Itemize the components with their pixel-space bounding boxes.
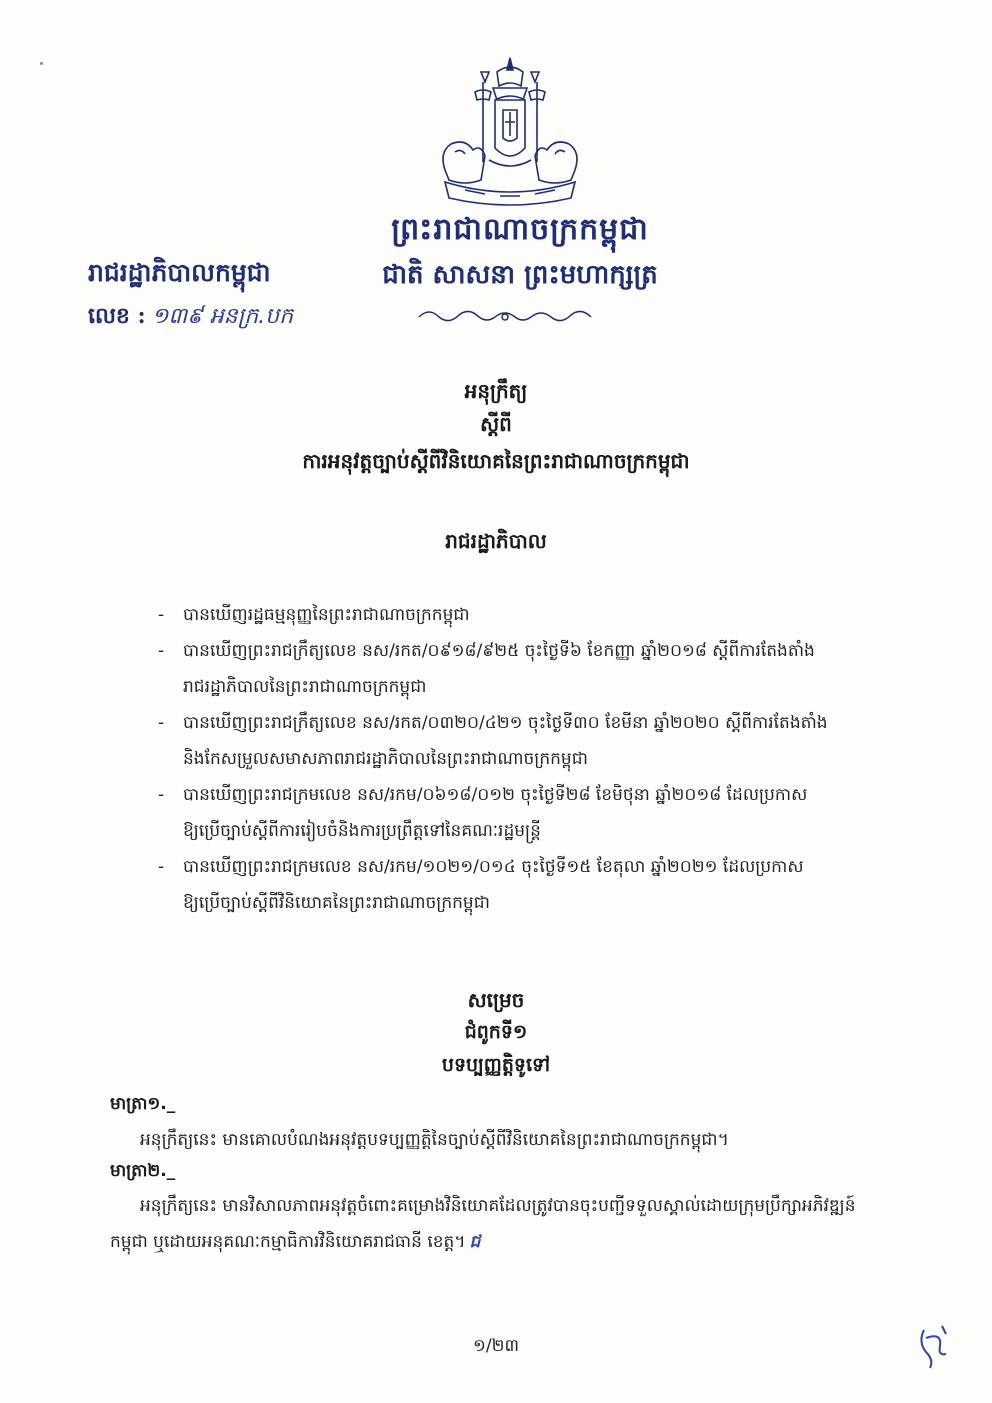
article-2-label: មាត្រា២._ (110, 1161, 176, 1181)
article-1-text: អនុក្រឹត្យនេះ មានគោលបំណងអនុវត្តបទប្បញ្ញត្តិនៃច្បាប់ស្ដីពីវិនិយោគនៃព្រះរាជាណាចក្រកម្ពុជា។ (140, 1130, 729, 1150)
issuer-title: រាជរដ្ឋាភិបាល (445, 529, 547, 553)
page-number: ១/២៣ (473, 1336, 519, 1356)
visa-item: - បានឃើញព្រះរាជក្រមលេខ នស/រកម/០៦១៨/០១២ ចុះថ្ងៃទី២៨ ខែមិថុនា ឆ្នាំ២០១៨ ដែលប្រកាស ឱ្យប្រើច្បាប់ស្ដីពីការរៀបចំនិងការប្រព្រឹត្តទៅនៃគណៈរដ្ឋមន្ត្រី (158, 785, 808, 841)
visa-item: - បានឃើញរដ្ឋធម្មនុញ្ញនៃព្រះរាជាណាចក្រកម្ពុជា (158, 605, 470, 625)
subject-title: ការអនុវត្តច្បាប់ស្ដីពីវិនិយោគនៃព្រះរាជាណាចក្រកម្ពុជា (302, 449, 690, 473)
document-type-title: អនុក្រឹត្យ (464, 379, 528, 403)
national-motto: ជាតិ សាសនា ព្រះមហាក្សត្រ (382, 260, 658, 290)
government-heading: រាជរដ្ឋាភិបាលកម្ពុជា (88, 258, 271, 287)
handwritten-mark-icon (912, 1318, 958, 1374)
visa-list (158, 597, 888, 921)
number-label: លេខ : (88, 303, 146, 329)
article-2-body (110, 1188, 890, 1260)
number-value: ១៣៩ អនក្រ.បក (151, 304, 294, 329)
decides-heading: សម្រេច (467, 988, 525, 1012)
article-2-text: អនុក្រឹត្យនេះ មានវិសាលភាពអនុវត្តចំពោះគម្រោងវិនិយោគដែលត្រូវបានចុះបញ្ជីទទួលស្គាល់ដោយក្រុមប្រឹក្សាអភិវឌ្ឍន៍កម្ពុជា ឬដោយអនុគណៈកម្មាធិការវិនិយោគរាជធានី ខេត្ត។ (110, 1196, 856, 1252)
handwritten-initials: ជ (469, 1232, 481, 1252)
royal-coat-of-arms-icon (425, 52, 595, 212)
document-number (88, 302, 293, 334)
chapter-heading: ជំពូកទី១ (464, 1021, 528, 1043)
scan-speck (40, 62, 43, 65)
visa-item: - បានឃើញព្រះរាជក្រឹត្យលេខ នស/រកត/០៩១៨/៩២៥ ចុះថ្ងៃទី៦ ខែកញ្ញា ឆ្នាំ២០១៨ ស្ដីពីការតែងតាំង រាជរដ្ឋាភិបាលនៃព្រះរាជាណាចក្រកម្ពុជា (158, 641, 815, 697)
visa-item: - បានឃើញព្រះរាជក្រមលេខ នស/រកម/១០២១/០១៤ ចុះថ្ងៃទី១៥ ខែតុលា ឆ្នាំ២០២១ ដែលប្រកាស ឱ្យប្រើច្បាប់ស្ដីពីវិនិយោគនៃព្រះរាជាណាចក្រកម្ពុជា (158, 857, 804, 913)
visa-item: - បានឃើញព្រះរាជក្រឹត្យលេខ នស/រកត/០៣២០/៤២១ ចុះថ្ងៃទី៣០ ខែមីនា ឆ្នាំ២០២០ ស្ដីពីការតែងតាំង និងកែសម្រួលសមាសភាពរាជរដ្ឋាភិបាលនៃព្រះរាជាណាចក្រកម្ពុជា (158, 713, 828, 769)
chapter-title: បទប្បញ្ញត្តិទូទៅ (441, 1054, 551, 1076)
article-1-label: មាត្រា១._ (110, 1094, 176, 1114)
decorative-divider-icon (415, 305, 595, 327)
on-title: ស្ដីពី (480, 412, 512, 436)
kingdom-heading: ព្រះរាជាណាចក្រកម្ពុជា (391, 212, 649, 247)
